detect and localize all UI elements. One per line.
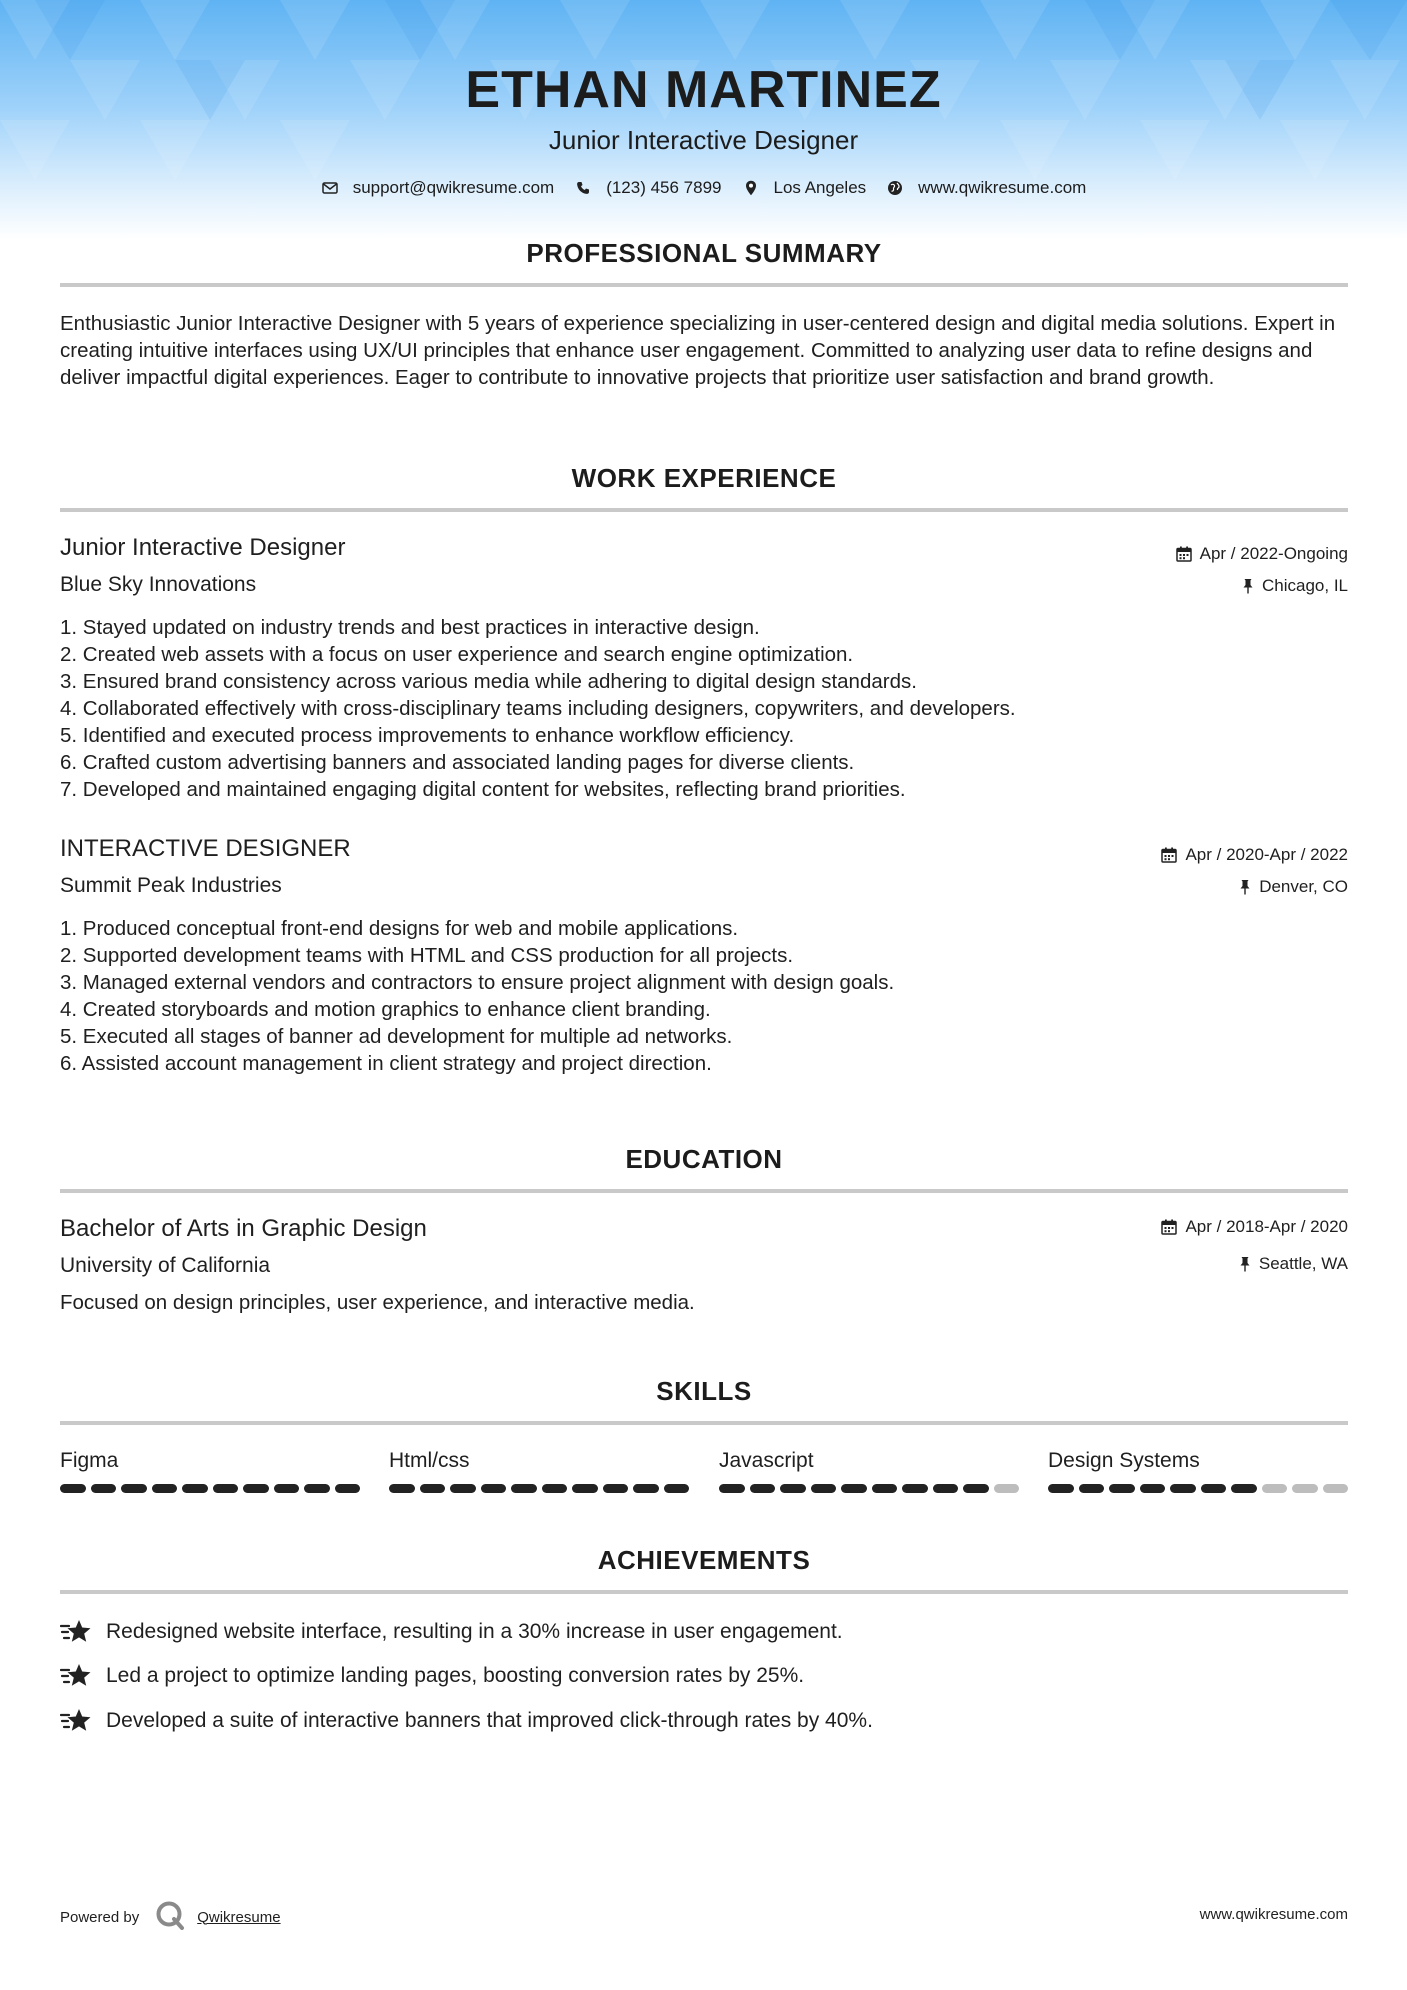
summary-heading: PROFESSIONAL SUMMARY — [526, 238, 882, 268]
calendar-icon — [1161, 847, 1177, 863]
skill-segment-filled — [481, 1484, 507, 1493]
skill-segment-filled — [872, 1484, 898, 1493]
skill-segment-filled — [420, 1484, 446, 1493]
job-dates — [1176, 544, 1348, 564]
pushpin-icon — [1239, 1256, 1251, 1272]
skill-segment-filled — [841, 1484, 867, 1493]
job-dates-text: Apr / 2022-Ongoing — [1199, 544, 1348, 563]
skill-segment-filled — [1109, 1484, 1135, 1493]
skill-segment-filled — [1170, 1484, 1196, 1493]
skill-segment-filled — [780, 1484, 806, 1493]
skill-segment-filled — [933, 1484, 959, 1493]
skill-name: Design Systems — [1048, 1449, 1200, 1472]
skill-segment-filled — [243, 1484, 269, 1493]
skill-level-bar — [719, 1484, 1019, 1493]
brand-link[interactable]: Qwikresume — [197, 1908, 281, 1926]
skill-segment-filled — [152, 1484, 178, 1493]
pushpin-icon — [1242, 578, 1254, 594]
education-heading: EDUCATION — [625, 1144, 783, 1174]
job-bullet: 5. Executed all stages of banner ad development for multiple ad networks. — [60, 1025, 733, 1048]
skill-level-bar — [389, 1484, 689, 1493]
job-bullet: 1. Stayed updated on industry trends and best practices in interactive design. — [60, 616, 760, 639]
job-bullets — [60, 915, 1348, 1077]
summary-divider — [60, 283, 1348, 287]
skill-segment-empty — [994, 1484, 1020, 1493]
skill-segment-filled — [719, 1484, 745, 1493]
job-bullet: 1. Produced conceptual front-end designs for web and mobile applications. — [60, 917, 739, 940]
skill-segment-filled — [1140, 1484, 1166, 1493]
star-icon — [60, 1618, 92, 1646]
skill-segment-filled — [572, 1484, 598, 1493]
skill-level-bar — [1048, 1484, 1348, 1493]
pushpin-icon — [1239, 879, 1251, 895]
education-divider — [60, 1189, 1348, 1193]
job-bullet: 6. Assisted account management in client strategy and project direction. — [60, 1052, 712, 1075]
footer-website[interactable]: www.qwikresume.com — [1199, 1906, 1348, 1923]
experience-heading: WORK EXPERIENCE — [571, 463, 837, 493]
skill-segment-filled — [389, 1484, 415, 1493]
skill-name: Html/css — [389, 1449, 470, 1472]
skill-item — [389, 1448, 689, 1493]
website-text: www.qwikresume.com — [918, 178, 1087, 197]
calendar-icon — [1176, 546, 1192, 562]
skill-segment-empty — [1292, 1484, 1318, 1493]
job-location-text: Denver, CO — [1259, 877, 1348, 896]
skill-segment-filled — [603, 1484, 629, 1493]
qwikresume-logo-icon — [155, 1900, 185, 1934]
school-name: University of California — [60, 1254, 271, 1277]
education-description: Focused on design principles, user experience, and interactive media. — [60, 1291, 695, 1314]
job-bullet: 7. Developed and maintained engaging digital content for websites, reflecting brand priorities. — [60, 778, 906, 801]
achievements-divider — [60, 1590, 1348, 1594]
skill-segment-filled — [274, 1484, 300, 1493]
job-dates-text: Apr / 2020-Apr / 2022 — [1185, 845, 1348, 864]
skill-segment-filled — [91, 1484, 117, 1493]
envelope-icon — [321, 179, 339, 197]
education-dates — [1161, 1217, 1348, 1237]
map-pin-icon — [742, 179, 760, 197]
skill-level-bar — [60, 1484, 360, 1493]
powered-by-label: Powered by — [60, 1908, 140, 1926]
resume-header — [0, 58, 1407, 198]
skill-item — [60, 1448, 360, 1493]
job-bullet: 4. Created storyboards and motion graphics to enhance client branding. — [60, 998, 711, 1021]
star-icon — [60, 1662, 92, 1690]
summary-text: Enthusiastic Junior Interactive Designer with 5 years of experience specializing in user-centered design and digital media solutions. Expert in creating intuitive interfaces using UX/UI principles that enhance user engagement. Committed to analyzing user data to refine designs and deliver impactful digital experiences. Eager to contribute to innovative projects that prioritize user satisfaction and brand growth. — [60, 312, 1336, 389]
calendar-icon — [1161, 1219, 1177, 1235]
skill-segment-filled — [963, 1484, 989, 1493]
job-bullet: 5. Identified and executed process improvements to enhance workflow efficiency. — [60, 724, 795, 747]
contact-location — [742, 178, 867, 198]
email-text: support@qwikresume.com — [352, 178, 555, 197]
skill-segment-filled — [542, 1484, 568, 1493]
skill-segment-filled — [450, 1484, 476, 1493]
degree-title: Bachelor of Arts in Graphic Design — [60, 1215, 427, 1242]
job-bullet: 6. Crafted custom advertising banners and associated landing pages for diverse clients. — [60, 751, 855, 774]
skill-segment-filled — [304, 1484, 330, 1493]
skill-segment-filled — [1231, 1484, 1257, 1493]
job-bullet: 4. Collaborated effectively with cross-disciplinary teams including designers, copywriters, and developers. — [60, 697, 1016, 720]
job-location-text: Chicago, IL — [1262, 576, 1348, 595]
job-bullets — [60, 614, 1348, 803]
skill-segment-filled — [811, 1484, 837, 1493]
skills-divider — [60, 1421, 1348, 1425]
achievement-text: Led a project to optimize landing pages, boosting conversion rates by 25%. — [106, 1664, 805, 1687]
job-location — [1242, 576, 1348, 596]
contact-website[interactable] — [886, 178, 1086, 198]
job-company: Summit Peak Industries — [60, 874, 282, 897]
footer-powered-by — [60, 1900, 281, 1934]
skill-name: Javascript — [719, 1449, 814, 1472]
skill-segment-filled — [1079, 1484, 1105, 1493]
skill-segment-filled — [182, 1484, 208, 1493]
skill-segment-filled — [664, 1484, 690, 1493]
job-title: INTERACTIVE DESIGNER — [60, 835, 351, 862]
contact-bar — [0, 178, 1407, 198]
skill-segment-filled — [1048, 1484, 1074, 1493]
achievements-heading: ACHIEVEMENTS — [597, 1545, 811, 1575]
candidate-title: Junior Interactive Designer — [548, 125, 859, 155]
candidate-name: ETHAN MARTINEZ — [465, 61, 942, 119]
skill-segment-filled — [213, 1484, 239, 1493]
skill-segment-filled — [121, 1484, 147, 1493]
job-dates — [1161, 845, 1348, 865]
skills-heading: SKILLS — [656, 1376, 752, 1406]
education-location — [1239, 1254, 1348, 1274]
job-location — [1239, 877, 1348, 897]
skill-name: Figma — [60, 1449, 119, 1472]
contact-email[interactable] — [321, 178, 555, 198]
phone-text: (123) 456 7899 — [606, 178, 722, 197]
education-location-text: Seattle, WA — [1258, 1254, 1348, 1273]
skill-segment-filled — [633, 1484, 659, 1493]
skill-segment-filled — [511, 1484, 537, 1493]
achievement-item — [60, 1618, 843, 1646]
experience-divider — [60, 508, 1348, 512]
star-icon — [60, 1707, 92, 1735]
job-company: Blue Sky Innovations — [60, 573, 257, 596]
achievement-text: Developed a suite of interactive banners that improved click-through rates by 40%. — [106, 1709, 873, 1732]
skill-item — [719, 1448, 1019, 1493]
job-bullet: 3. Ensured brand consistency across various media while adhering to digital design standards. — [60, 670, 917, 693]
job-bullet: 2. Supported development teams with HTML and CSS production for all projects. — [60, 944, 794, 967]
skill-segment-empty — [1323, 1484, 1349, 1493]
achievement-item — [60, 1662, 804, 1690]
education-dates-text: Apr / 2018-Apr / 2020 — [1185, 1217, 1348, 1236]
achievement-item — [60, 1707, 873, 1735]
job-bullet: 2. Created web assets with a focus on user experience and search engine optimization. — [60, 643, 854, 666]
skill-segment-filled — [902, 1484, 928, 1493]
skill-segment-filled — [60, 1484, 86, 1493]
phone-icon — [574, 179, 592, 197]
contact-phone[interactable] — [574, 178, 721, 198]
skill-item — [1048, 1448, 1348, 1493]
location-text: Los Angeles — [773, 178, 867, 197]
skill-segment-filled — [750, 1484, 776, 1493]
job-title: Junior Interactive Designer — [60, 534, 346, 561]
skill-segment-filled — [335, 1484, 361, 1493]
skill-segment-filled — [1201, 1484, 1227, 1493]
job-bullet: 3. Managed external vendors and contractors to ensure project alignment with design goals. — [60, 971, 895, 994]
skill-segment-empty — [1262, 1484, 1288, 1493]
globe-icon — [886, 179, 904, 197]
achievement-text: Redesigned website interface, resulting in a 30% increase in user engagement. — [106, 1620, 843, 1643]
